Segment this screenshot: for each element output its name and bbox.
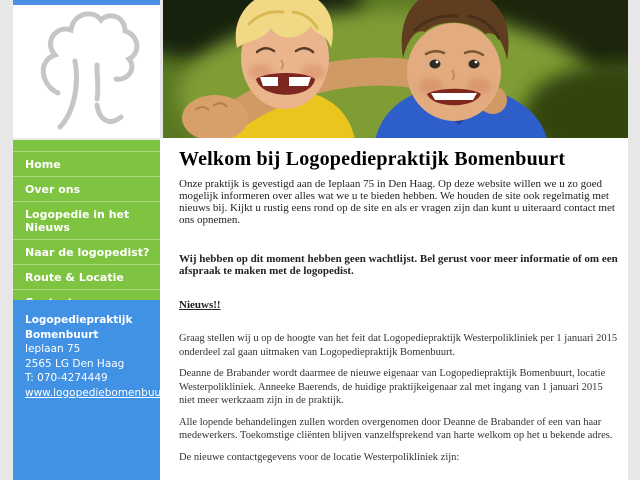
sidebar-item-naar-de-logopedist[interactable]: Naar de logopedist? bbox=[13, 239, 160, 264]
main-content bbox=[160, 138, 628, 480]
address-street: Ieplaan 75 bbox=[25, 343, 81, 355]
practice-name-line1: Logopediepraktijk bbox=[25, 314, 133, 326]
practice-name-line2: Bomenbuurt bbox=[25, 328, 99, 341]
sidebar-item-home[interactable]: Home bbox=[13, 151, 160, 176]
contact-info-box bbox=[13, 300, 183, 480]
page-title: Welkom bij Logopediepraktijk Bomenbuurt bbox=[179, 148, 566, 170]
website-link[interactable]: www.logopediebomenbuurt.nl bbox=[25, 386, 183, 399]
sidebar-item-route-locatie[interactable]: Route & Locatie bbox=[13, 264, 160, 289]
sidebar-nav bbox=[13, 140, 160, 300]
news-paragraph-4: De nieuwe contactgegevens voor de locatie Westerpolikliniek zijn: bbox=[179, 451, 460, 463]
news-paragraph-2: Deanne de Brabander wordt daarmee de nieuwe eigenaar van Logopediepraktijk Bomenbuurt, locatie Westerpolikliniek. Anneeke Baerends, de huidige praktijkeigenaar zal met ingang van 1 januari 2015 niet meer werkzaam zijn in de praktijk. bbox=[179, 368, 606, 406]
intro-paragraph: Onze praktijk is gevestigd aan de Ieplaan 75 in Den Haag. Op deze website willen we u zo goed mogelijk informeren over alles wat we u te bieden hebben. We houden de site ook regelmatig met nieuws bij. Kijkt u rustig eens rond op de site en als er vragen zijn dan kunt u uiteraard contact met ons opnemen. bbox=[179, 178, 615, 226]
header-photo bbox=[163, 0, 628, 138]
news-paragraph-1: Graag stellen wij u op de hoogte van het feit dat Logopediepraktijk Westerpolikliniek per 1 januari 2015 onderdeel zal gaan uitmaken van Logopediepraktijk Bomenbuurt. bbox=[179, 333, 618, 358]
no-waitlist-paragraph: Wij hebben op dit moment hebben geen wachtlijst. Bel gerust voor meer informatie of om een afspraak te maken met de logopedist. bbox=[179, 253, 618, 277]
news-heading: Nieuws!! bbox=[179, 299, 221, 311]
sidebar-item-over-ons[interactable]: Over ons bbox=[13, 176, 160, 201]
address-city: 2565 LG Den Haag bbox=[25, 357, 125, 370]
tree-logo-icon bbox=[13, 125, 160, 138]
logo-box bbox=[13, 5, 160, 138]
sidebar-item-logopedie-in-het-nieuws[interactable]: Logopedie in het Nieuws bbox=[13, 201, 160, 239]
phone-number: T: 070-4274449 bbox=[25, 372, 108, 384]
news-paragraph-3: Alle lopende behandelingen zullen worden overgenomen door Deanne de Brabander of een van haar medewerkers. Toekomstige cliënten blijven vanzelfsprekend van harte welkom op het u bekende adres. bbox=[179, 416, 613, 441]
